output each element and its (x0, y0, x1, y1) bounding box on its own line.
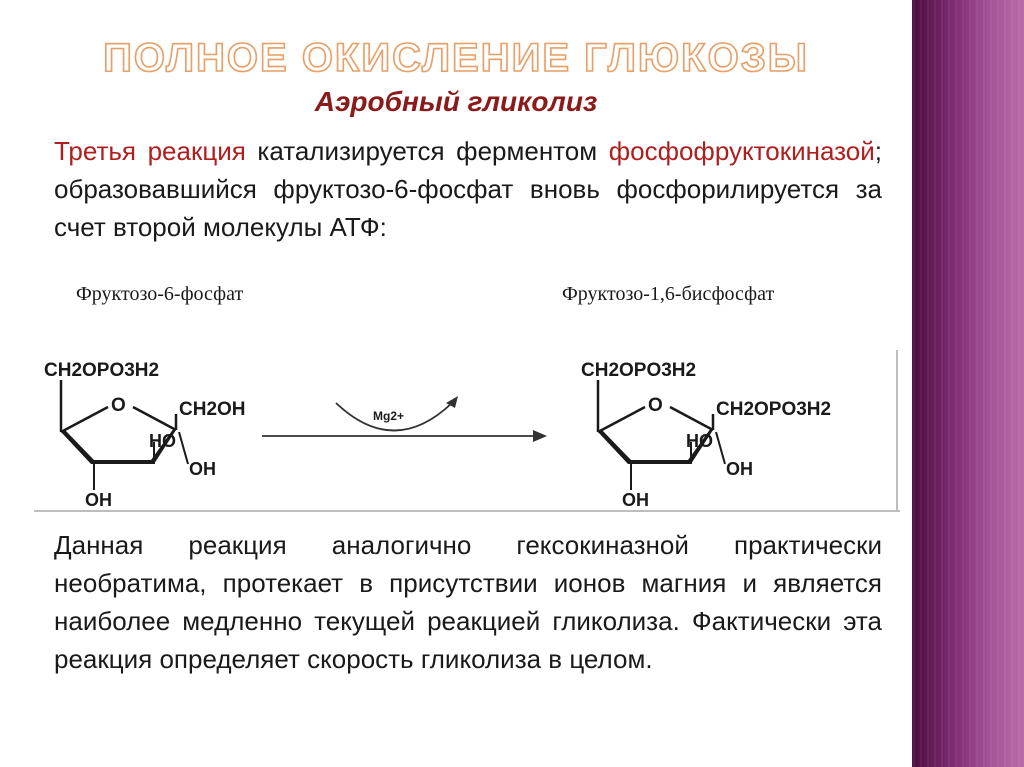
left-top-group: CH2OPO3H2 (44, 360, 160, 381)
right-ring-oxygen: O (648, 395, 663, 416)
paragraph-reaction-significance: Данная реакция аналогично гексокиназной практически необратима, протекает в присутствии ионов магния и является наиболее медленно текущей реакцией гликолиза. Фактически эта реакция определяет скорость гликолиза в целом. (54, 530, 882, 674)
sidebar-texture (913, 0, 1024, 767)
left-right-group: CH2OH (179, 399, 246, 420)
left-ring-oxygen: O (111, 395, 126, 416)
product-structure (581, 360, 831, 510)
substrate-label: Фруктозо-6-фосфат (76, 283, 244, 305)
paragraph1-part2: ; образовавшийся фруктозо-6-фосфат вновь фосфорилируется за счет второй молекулы АТФ: (54, 136, 882, 242)
left-oh-label-2: OH (85, 490, 112, 510)
reaction-lead-text: Третья реакция (54, 136, 246, 166)
product-label: Фруктозо-1,6-бисфосфат (562, 283, 775, 305)
reaction-scheme-svg (34, 348, 900, 514)
slide-title: ПОЛНОЕ ОКИСЛЕНИЕ ГЛЮКОЗЫ (103, 36, 809, 80)
reaction-arrow (262, 396, 547, 442)
paragraph-reaction-description (54, 132, 882, 246)
right-right-group: CH2OPO3H2 (716, 399, 832, 420)
enzyme-name: фосфофруктокиназой (608, 136, 875, 166)
reaction-scheme (34, 348, 900, 514)
left-ho-label: HO (149, 431, 176, 451)
substrate-structure (44, 360, 246, 510)
right-oh-label-2: OH (622, 490, 649, 510)
right-ho-label: HO (686, 431, 713, 451)
slide-subtitle: Аэробный гликолиз (314, 86, 598, 117)
left-oh-label-1: OH (189, 459, 216, 479)
cofactor-label: Mg2+ (373, 409, 405, 423)
right-oh-label-1: OH (726, 459, 753, 479)
paragraph1-part1: катализируется ферментом (245, 136, 609, 166)
right-top-group: CH2OPO3H2 (581, 360, 697, 381)
